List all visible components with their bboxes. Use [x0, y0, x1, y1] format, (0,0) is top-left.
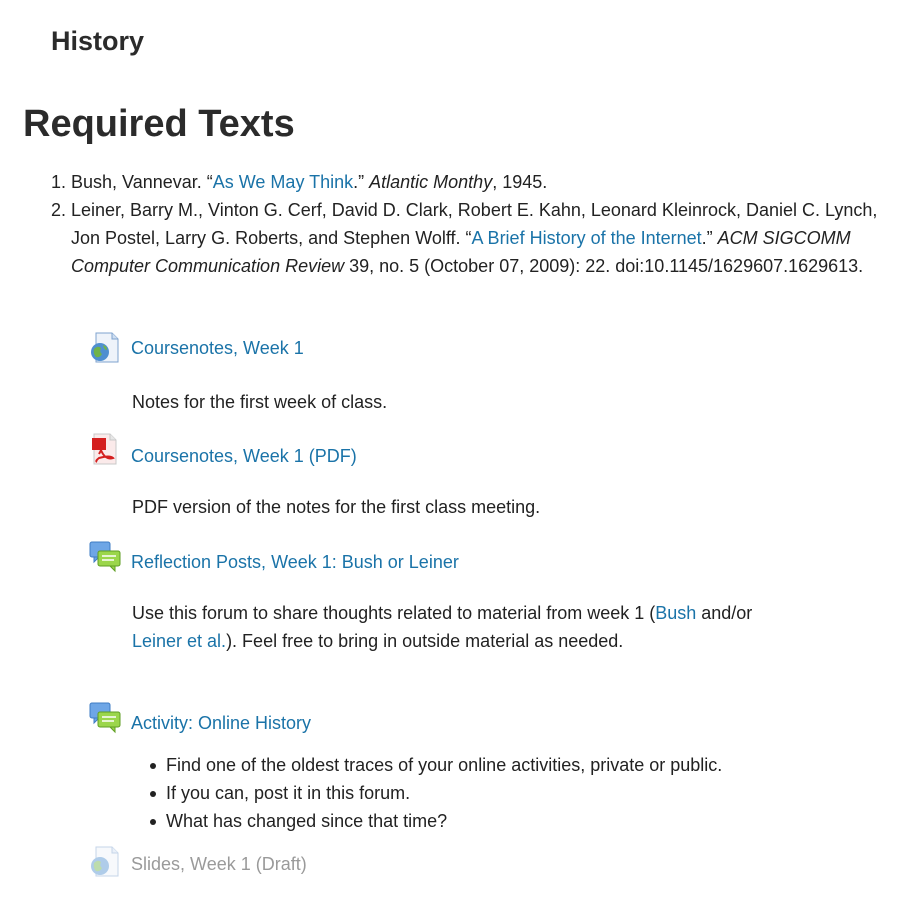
reference-author: Bush, Vannevar. “	[71, 172, 213, 192]
reference-list	[71, 168, 891, 280]
reference-link-as-we-may-think[interactable]: As We May Think	[212, 172, 354, 192]
reference-journal: Atlantic Monthy	[369, 172, 493, 192]
activity-link[interactable]: Coursenotes, Week 1 (PDF)	[131, 446, 357, 466]
activity-link[interactable]: Reflection Posts, Week 1: Bush or Leiner	[131, 552, 459, 572]
activity-link[interactable]: Coursenotes, Week 1	[131, 338, 304, 358]
reference-item	[71, 196, 891, 280]
activity-description	[132, 599, 832, 655]
activity-link[interactable]: Activity: Online History	[131, 713, 312, 733]
reference-journal: ACM SIGCOMM Computer Communication Review	[71, 228, 851, 276]
list-item: What has changed since that time?	[166, 807, 722, 835]
reference-item	[71, 168, 891, 196]
reference-punct: .”	[701, 228, 718, 248]
web-page-icon	[88, 844, 122, 878]
leiner-link[interactable]: Leiner et al.	[132, 631, 227, 651]
description-text: Use this forum to share thoughts related to material from week 1 (	[132, 603, 656, 623]
list-item: Find one of the oldest traces of your online activities, private or public.	[166, 751, 722, 779]
description-text: and/or	[696, 603, 753, 623]
activity-description: PDF version of the notes for the first class meeting.	[132, 497, 541, 517]
required-texts-heading: Required Texts	[23, 103, 295, 145]
reference-author: Leiner, Barry M., Vinton G. Cerf, David D. Clark, Robert E. Kahn, Leonard Kleinrock, Daniel C. Lynch, Jon Postel, Larry G. Roberts, and Stephen Wolff. “	[71, 200, 878, 248]
activity-description: Notes for the first week of class.	[132, 392, 388, 412]
reference-punct: .”	[353, 172, 370, 192]
reference-link-brief-history[interactable]: A Brief History of the Internet	[471, 228, 702, 248]
reference-details: 39, no. 5 (October 07, 2009): 22. doi:10.1145/1629607.1629613.	[344, 256, 864, 276]
forum-icon	[88, 540, 122, 574]
forum-icon	[88, 701, 122, 735]
bush-link[interactable]: Bush	[655, 603, 697, 623]
section-title: History	[51, 26, 145, 56]
list-item: If you can, post it in this forum.	[166, 779, 722, 807]
reference-year: , 1945.	[492, 172, 548, 192]
pdf-icon	[88, 432, 122, 466]
description-text: ). Feel free to bring in outside material as needed.	[226, 631, 624, 651]
activity-bullet-list	[166, 751, 722, 835]
web-page-icon	[88, 330, 122, 364]
activity-link-dimmed[interactable]: Slides, Week 1 (Draft)	[131, 854, 307, 874]
